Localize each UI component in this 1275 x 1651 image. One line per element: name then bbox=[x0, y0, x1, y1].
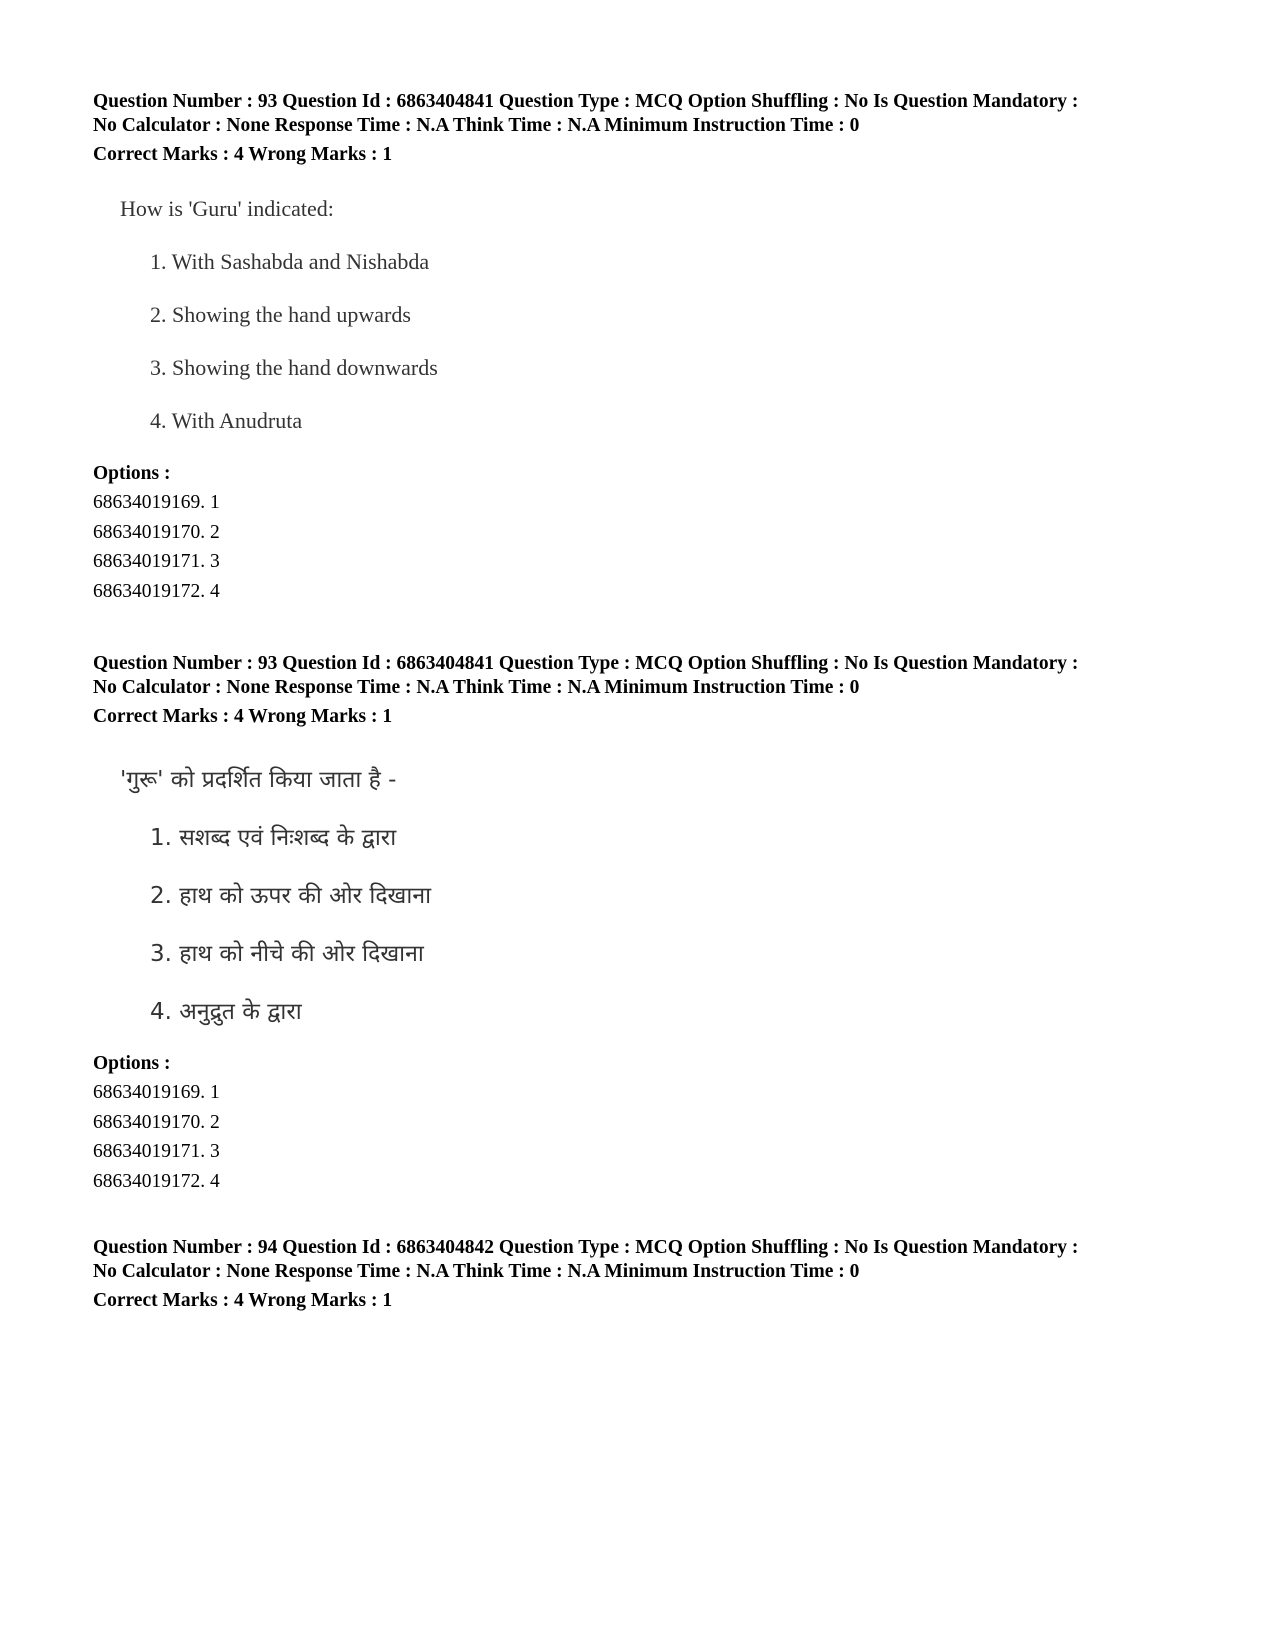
question-choice: 3. हाथ को नीचे की ओर दिखाना bbox=[150, 941, 424, 967]
options-list bbox=[93, 1078, 220, 1196]
options-title: Options : bbox=[93, 1053, 171, 1074]
question-marks: Correct Marks : 4 Wrong Marks : 1 bbox=[93, 706, 393, 727]
question-meta-line-1: Question Number : 94 Question Id : 6863404842 Question Type : MCQ Option Shuffling : No Is Question Mandatory : bbox=[93, 1237, 1079, 1258]
question-choice: 4. अनुद्रुत के द्वारा bbox=[150, 999, 302, 1025]
question-marks: Correct Marks : 4 Wrong Marks : 1 bbox=[93, 144, 393, 165]
options-section bbox=[93, 462, 220, 606]
question-stem: How is 'Guru' indicated: bbox=[120, 196, 334, 221]
question-header bbox=[93, 1236, 1213, 1313]
options-list bbox=[93, 488, 220, 606]
question-choice: 4. With Anudruta bbox=[150, 408, 303, 433]
option-item: 68634019172. 4 bbox=[93, 580, 220, 602]
question-choice: 1. With Sashabda and Nishabda bbox=[150, 249, 430, 274]
question-meta-line-2: No Calculator : None Response Time : N.A Think Time : N.A Minimum Instruction Time : 0 bbox=[93, 115, 860, 136]
option-item: 68634019170. 2 bbox=[93, 1111, 220, 1133]
question-choice: 2. हाथ को ऊपर की ओर दिखाना bbox=[150, 883, 432, 909]
option-item: 68634019169. 1 bbox=[93, 1082, 220, 1103]
question-marks: Correct Marks : 4 Wrong Marks : 1 bbox=[93, 1290, 393, 1311]
question-header bbox=[93, 90, 1213, 167]
question-meta-line-1: Question Number : 93 Question Id : 6863404841 Question Type : MCQ Option Shuffling : No Is Question Mandatory : bbox=[93, 653, 1079, 674]
question-choice: 2. Showing the hand upwards bbox=[150, 302, 411, 327]
option-item: 68634019171. 3 bbox=[93, 551, 220, 572]
option-item: 68634019171. 3 bbox=[93, 1141, 220, 1162]
options-title: Options : bbox=[93, 463, 171, 484]
question-choice: 1. सशब्द एवं निःशब्द के द्वारा bbox=[150, 825, 397, 851]
question-stem: 'गुरू' को प्रदर्शित किया जाता है - bbox=[120, 767, 397, 793]
option-item: 68634019170. 2 bbox=[93, 521, 220, 543]
question-choice: 3. Showing the hand downwards bbox=[150, 355, 438, 380]
option-item: 68634019172. 4 bbox=[93, 1170, 220, 1192]
option-item: 68634019169. 1 bbox=[93, 492, 220, 513]
question-header bbox=[93, 652, 1213, 729]
options-section bbox=[93, 1052, 220, 1196]
question-meta-line-2: No Calculator : None Response Time : N.A Think Time : N.A Minimum Instruction Time : 0 bbox=[93, 1261, 860, 1282]
question-meta-line-1: Question Number : 93 Question Id : 6863404841 Question Type : MCQ Option Shuffling : No Is Question Mandatory : bbox=[93, 91, 1079, 112]
question-meta-line-2: No Calculator : None Response Time : N.A Think Time : N.A Minimum Instruction Time : 0 bbox=[93, 677, 860, 698]
